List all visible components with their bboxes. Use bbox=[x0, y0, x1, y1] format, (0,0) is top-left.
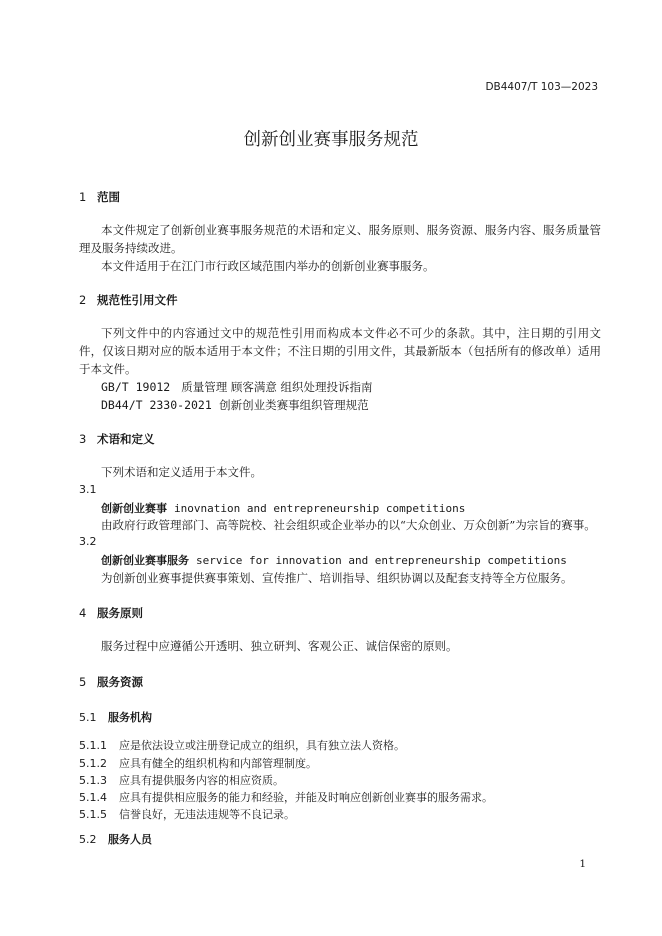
reference-name: 创新创业类赛事组织管理规范 bbox=[219, 398, 369, 412]
scope-paragraph-2: 本文件适用于在江门市行政区域范围内举办的创新创业赛事服务。 bbox=[101, 259, 435, 273]
term-number: 3.2 bbox=[79, 535, 97, 548]
section-number: 3 bbox=[79, 432, 87, 446]
section-heading-service-principles bbox=[79, 605, 143, 621]
clause-text: 应具有健全的组织机构和内部管理制度。 bbox=[119, 757, 317, 770]
page-number: 1 bbox=[579, 858, 586, 870]
reference-code: DB44/T 2330-2021 bbox=[101, 398, 212, 412]
clause-item bbox=[79, 772, 284, 788]
term-definition: 由政府行政管理部门、高等院校、社会组织或企业举办的以“大众创业、万众创新”为宗旨的赛事。 bbox=[101, 518, 596, 532]
section-title: 服务原则 bbox=[97, 606, 143, 620]
clause-number: 5.1.4 bbox=[79, 791, 107, 804]
document-id: DB4407/T 103—2023 bbox=[485, 81, 598, 93]
subsection-number: 5.1 bbox=[79, 711, 97, 724]
section-title: 范围 bbox=[97, 190, 120, 204]
subsection-number: 5.2 bbox=[79, 833, 97, 846]
term-english: inovnation and entrepreneurship competitions bbox=[174, 502, 466, 515]
scope-paragraph-1: 本文件规定了创新创业赛事服务规范的术语和定义、服务原则、服务资源、服务内容、服务质量管理及服务持续改进。 bbox=[79, 223, 601, 256]
term-english: service for innovation and entrepreneurship competitions bbox=[196, 554, 567, 567]
subsection-title: 服务机构 bbox=[108, 711, 152, 724]
section-title: 服务资源 bbox=[97, 675, 143, 689]
section-title: 术语和定义 bbox=[97, 432, 155, 446]
principles-paragraph: 服务过程中应遵循公开透明、独立研判、客观公正、诚信保密的原则。 bbox=[101, 639, 458, 653]
reference-item bbox=[101, 397, 369, 413]
clause-text: 应具有提供相应服务的能力和经验，并能及时响应创新创业赛事的服务需求。 bbox=[119, 791, 493, 804]
section-title: 规范性引用文件 bbox=[97, 293, 178, 307]
term-heading bbox=[101, 552, 567, 568]
section-number: 1 bbox=[79, 190, 87, 204]
document-title: 创新创业赛事服务规范 bbox=[243, 130, 419, 150]
reference-item bbox=[101, 379, 373, 395]
term-chinese: 创新创业赛事 bbox=[101, 502, 167, 515]
clause-item bbox=[79, 755, 317, 771]
term-chinese: 创新创业赛事服务 bbox=[101, 554, 189, 567]
clause-number: 5.1.5 bbox=[79, 808, 107, 821]
reference-code: GB/T 19012 bbox=[101, 380, 171, 394]
clause-text: 信誉良好，无违法违规等不良记录。 bbox=[119, 808, 295, 821]
reference-name: 质量管理 顾客满意 组织处理投诉指南 bbox=[181, 380, 373, 394]
clause-text: 应具有提供服务内容的相应资质。 bbox=[119, 774, 284, 787]
clause-text: 应是依法设立或注册登记成立的组织，具有独立法人资格。 bbox=[119, 739, 405, 752]
subsection-title: 服务人员 bbox=[108, 833, 152, 846]
section-heading-scope bbox=[79, 189, 120, 205]
clause-number: 5.1.3 bbox=[79, 774, 107, 787]
term-definition: 为创新创业赛事提供赛事策划、宣传推广、培训指导、组织协调以及配套支持等全方位服务。 bbox=[101, 571, 573, 585]
term-heading bbox=[101, 500, 465, 516]
section-number: 5 bbox=[79, 675, 87, 689]
section-heading-terms bbox=[79, 431, 155, 447]
section-heading-service-resources bbox=[79, 674, 143, 690]
clause-number: 5.1.2 bbox=[79, 757, 107, 770]
section-heading-normative-references bbox=[79, 292, 178, 308]
section-number: 2 bbox=[79, 293, 87, 307]
clause-item bbox=[79, 806, 295, 822]
section-number: 4 bbox=[79, 606, 87, 620]
clause-number: 5.1.1 bbox=[79, 739, 107, 752]
term-number: 3.1 bbox=[79, 483, 97, 496]
terms-intro: 下列术语和定义适用于本文件。 bbox=[101, 465, 262, 479]
subsection-heading-service-agency bbox=[79, 709, 152, 725]
subsection-heading-service-personnel bbox=[79, 831, 152, 847]
references-paragraph: 下列文件中的内容通过文中的规范性引用而构成本文件必不可少的条款。其中，注日期的引用文件，仅该日期对应的版本适用于本文件；不注日期的引用文件，其最新版本（包括所有的修改单）适用于本文件。 bbox=[79, 326, 601, 377]
clause-item bbox=[79, 789, 493, 805]
clause-item bbox=[79, 737, 405, 753]
